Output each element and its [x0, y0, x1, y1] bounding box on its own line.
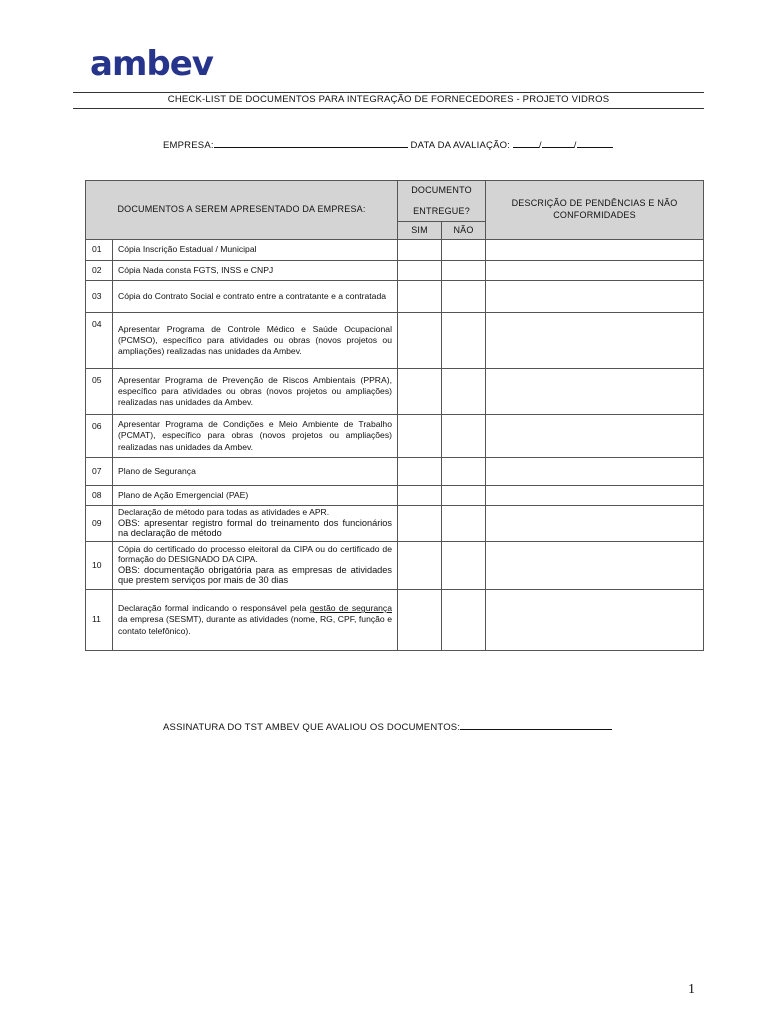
- row-number: 03: [86, 281, 113, 313]
- row-description: Cópia Inscrição Estadual / Municipal: [113, 240, 398, 261]
- table-row: [86, 369, 704, 415]
- row-description: Cópia Nada consta FGTS, INSS e CNPJ: [113, 261, 398, 281]
- pending-cell[interactable]: [486, 313, 704, 369]
- pending-cell[interactable]: [486, 240, 704, 261]
- pending-cell[interactable]: [486, 415, 704, 458]
- row-description: [113, 506, 398, 542]
- row-number: 07: [86, 458, 113, 486]
- row-number: 02: [86, 261, 113, 281]
- check-no-cell[interactable]: [442, 261, 486, 281]
- check-yes-cell[interactable]: [398, 486, 442, 506]
- row-description-part: Declaração formal indicando o responsável pela: [118, 603, 307, 614]
- check-yes-cell[interactable]: [398, 240, 442, 261]
- pending-cell[interactable]: [486, 281, 704, 313]
- header-rule-bottom: [73, 108, 704, 109]
- check-yes-cell[interactable]: [398, 281, 442, 313]
- pending-cell[interactable]: [486, 590, 704, 651]
- check-yes-cell[interactable]: [398, 369, 442, 415]
- company-date-line: [163, 138, 613, 151]
- table-row: [86, 415, 704, 458]
- row-number: 05: [86, 369, 113, 415]
- pending-cell[interactable]: [486, 486, 704, 506]
- pending-cell[interactable]: [486, 369, 704, 415]
- page-number: 1: [688, 982, 695, 997]
- company-field[interactable]: [214, 138, 408, 148]
- signature-line: [163, 720, 612, 733]
- check-no-cell[interactable]: [442, 240, 486, 261]
- signature-label: ASSINATURA DO TST AMBEV QUE AVALIOU OS DOCUMENTOS:: [163, 722, 461, 733]
- date-label: DATA DA AVALIAÇÃO:: [410, 140, 511, 151]
- date-month-field[interactable]: [542, 138, 574, 148]
- check-no-cell[interactable]: [442, 313, 486, 369]
- row-description: Apresentar Programa de Prevenção de Riscos Ambientais (PPRA), específico para atividades ou obras (novos projetos ou ampliações) realizadas nas unidades da Ambev.: [113, 369, 398, 415]
- table-row: [86, 506, 704, 542]
- check-yes-cell[interactable]: [398, 542, 442, 590]
- table-row: [86, 486, 704, 506]
- row-description-part: da empresa (SESMT), durante as atividades (nome, RG, CPF, função e contato telefônico).: [118, 614, 392, 636]
- pending-cell[interactable]: [486, 458, 704, 486]
- row-description-note: OBS: apresentar registro formal do treinamento dos funcionários na declaração de método: [118, 517, 392, 539]
- header-rule-top: [73, 92, 704, 93]
- row-description-line: Cópia do certificado do processo eleitoral da CIPA ou do certificado de formação do DESIGNADO DA CIPA.: [118, 544, 392, 564]
- ambev-logo: ambev: [90, 44, 213, 84]
- row-number: 09: [86, 506, 113, 542]
- document-title: CHECK-LIST DE DOCUMENTOS PARA INTEGRAÇÃO DE FORNECEDORES - PROJETO VIDROS: [167, 94, 610, 105]
- row-description: Plano de Segurança: [113, 458, 398, 486]
- check-no-cell[interactable]: [442, 506, 486, 542]
- header-delivered-line1: DOCUMENTO: [411, 184, 472, 195]
- row-description: Apresentar Programa de Controle Médico e Saúde Ocupacional (PCMSO), específico para atividades ou obras (novos projetos ou ampliações) realizadas nas unidades da Ambev.: [113, 313, 398, 369]
- header-delivered: [398, 181, 486, 222]
- table-row: [86, 281, 704, 313]
- date-separator: /: [573, 140, 577, 151]
- check-no-cell[interactable]: [442, 486, 486, 506]
- row-description: Plano de Ação Emergencial (PAE): [113, 486, 398, 506]
- company-label: EMPRESA:: [163, 140, 214, 151]
- header-no: NÃO: [442, 222, 486, 240]
- pending-cell[interactable]: [486, 542, 704, 590]
- header-yes: SIM: [398, 222, 442, 240]
- date-day-field[interactable]: [513, 138, 539, 148]
- check-no-cell[interactable]: [442, 590, 486, 651]
- check-no-cell[interactable]: [442, 542, 486, 590]
- row-description-note: OBS: documentação obrigatória para as empresas de atividades que prestem serviços por mais de 30 dias: [118, 564, 392, 586]
- row-number: 10: [86, 542, 113, 590]
- check-yes-cell[interactable]: [398, 313, 442, 369]
- check-yes-cell[interactable]: [398, 458, 442, 486]
- signature-field[interactable]: [460, 720, 612, 730]
- row-number: 06: [86, 415, 113, 458]
- row-description: Apresentar Programa de Condições e Meio Ambiente de Trabalho (PCMAT), específico para obras (novos projetos ou ampliações) realizadas nas unidades da Ambev.: [113, 415, 398, 458]
- table-row: [86, 542, 704, 590]
- row-description-line: Declaração de método para todas as atividades e APR.: [118, 506, 330, 517]
- date-year-field[interactable]: [577, 138, 613, 148]
- row-description-underlined: gestão de segurança: [309, 603, 392, 614]
- check-yes-cell[interactable]: [398, 415, 442, 458]
- row-number: 08: [86, 486, 113, 506]
- row-description: Cópia do Contrato Social e contrato entre a contratante e a contratada: [113, 281, 398, 313]
- check-yes-cell[interactable]: [398, 506, 442, 542]
- pending-cell[interactable]: [486, 261, 704, 281]
- row-number: 11: [86, 590, 113, 651]
- pending-cell[interactable]: [486, 506, 704, 542]
- header-pending: DESCRIÇÃO DE PENDÊNCIAS E NÃO CONFORMIDADES: [486, 181, 704, 240]
- row-description: [113, 542, 398, 590]
- check-no-cell[interactable]: [442, 458, 486, 486]
- documents-table: [85, 180, 704, 651]
- check-yes-cell[interactable]: [398, 261, 442, 281]
- date-separator: /: [538, 140, 542, 151]
- header-delivered-line2: ENTREGUE?: [413, 205, 470, 216]
- row-number: 04: [86, 313, 113, 369]
- row-number: 01: [86, 240, 113, 261]
- check-yes-cell[interactable]: [398, 590, 442, 651]
- table-row: [86, 458, 704, 486]
- header-documents: DOCUMENTOS A SEREM APRESENTADO DA EMPRESA:: [86, 181, 398, 240]
- table-row: [86, 240, 704, 261]
- table-row: [86, 261, 704, 281]
- check-no-cell[interactable]: [442, 415, 486, 458]
- table-row: [86, 313, 704, 369]
- table-row: [86, 590, 704, 651]
- check-no-cell[interactable]: [442, 281, 486, 313]
- check-no-cell[interactable]: [442, 369, 486, 415]
- row-description: [113, 590, 398, 651]
